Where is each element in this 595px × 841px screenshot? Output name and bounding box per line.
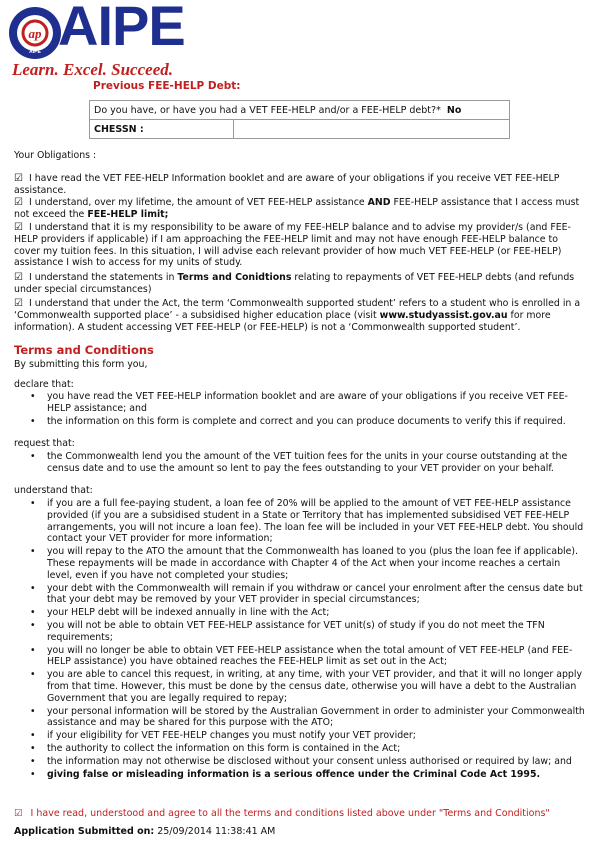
list-item: • you will not be able to obtain VET FEE-HELP assistance for VET unit(s) of study if you do not meet the TFN requirements; — [30, 620, 586, 644]
list-item: • you have read the VET FEE-HELP information booklet and are aware of your obligations if you receive VET FEE-HELP assistance; and — [30, 391, 586, 415]
previous-debt-title: Previous FEE-HELP Debt: — [93, 80, 241, 92]
chessn-label-cell — [90, 120, 234, 139]
checkbox-checked-icon: ☑ — [14, 808, 23, 819]
declare-list — [30, 391, 586, 428]
terms-heading: Terms and Conditions — [14, 343, 154, 357]
debt-answer: No — [446, 104, 462, 116]
list-item: • you are able to cancel this request, in writing, at any time, with your VET provider, and that it will no longer apply from that time. However, this must be done by the census date, otherwise you will have a debt to the Australian Government that you are legally required to repay; — [30, 669, 586, 704]
debt-question-cell — [90, 101, 510, 120]
request-label: request that: — [14, 438, 75, 449]
previous-debt-table — [89, 100, 510, 139]
aipe-logo — [8, 0, 198, 79]
checkbox-checked-icon: ☑ — [14, 272, 23, 283]
chessn-label: CHESSN : — [94, 123, 144, 135]
checkbox-checked-icon: ☑ — [14, 222, 23, 233]
obligations-heading: Your Obligations : — [14, 150, 97, 161]
obligation-item: ☑ I have read the VET FEE-HELP Information booklet and are aware of your obligations if you receive VET FEE-HELP assistance. — [14, 173, 560, 196]
obligation-item: ☑ I understand, over my lifetime, the amount of VET FEE-HELP assistance AND FEE-HELP assistance that I access must not exceed the FEE-HELP limit; — [14, 197, 580, 220]
obligation-item: ☑ I understand that it is my responsibility to be aware of my FEE-HELP balance and to advise my provider/s (and FEE-HELP providers if applicable) if I am approaching the FEE-HELP limit and may not have enough FEE-HELP balance to cover my tuition fees. In this situation, I will advise each relevant provider of how much VET FEE-HELP (or FEE-HELP) assistance I wish to access for my units of study. — [14, 222, 571, 269]
list-item: • if your eligibility for VET FEE-HELP changes you must notify your VET provider; — [30, 730, 586, 742]
list-item: • you will no longer be able to obtain VET FEE-HELP assistance when the total amount of VET FEE-HELP (and FEE-HELP assistance) you have obtained reaches the FEE-HELP limit as set out in the Act; — [30, 645, 586, 669]
declare-label: declare that: — [14, 379, 74, 390]
list-item: • your debt with the Commonwealth will remain if you withdraw or cancel your enrolment after the census date but that your debt may be removed by your VET provider in special circumstances; — [30, 583, 586, 607]
understand-label: understand that: — [14, 485, 93, 496]
list-item: • the authority to collect the information on this form is contained in the Act; — [30, 743, 586, 755]
obligation-item: ☑ I understand the statements in Terms and Conidtions relating to repayments of VET FEE-HELP debts (and refunds under special circumstances) — [14, 272, 575, 295]
checkbox-checked-icon: ☑ — [14, 173, 23, 184]
svg-text:AIPE: AIPE — [29, 49, 41, 55]
list-item: • the information may not otherwise be disclosed without your consent unless authorised or required by law; and — [30, 756, 586, 768]
svg-text:ap: ap — [28, 26, 42, 41]
request-list — [30, 451, 586, 476]
chessn-value — [234, 120, 510, 139]
obligation-item: ☑ I understand that under the Act, the term ‘Commonwealth supported student’ refers to a student who is enrolled in a ‘Commonwealth supported place’ - a subsidised higher education place (visit www.studyassist.gov.au for more information). A student accessing VET FEE-HELP (or FEE-HELP) is not a ‘Commonwealth supported student’. — [14, 298, 581, 333]
list-item: • your personal information will be stored by the Australian Government in order to administer your Commonwealth assistance and may be shared for this purpose with the ATO; — [30, 706, 586, 730]
aipe-seal-icon — [8, 6, 62, 60]
submission-label: Application Submitted on: — [14, 826, 155, 837]
terms-intro: By submitting this form you, — [14, 359, 148, 370]
checkbox-checked-icon: ☑ — [14, 298, 23, 309]
list-item: • giving false or misleading information is a serious offence under the Criminal Code Act 1995. — [30, 769, 586, 781]
brand-name: AIPE — [58, 0, 185, 57]
submission-date: 25/09/2014 11:38:41 AM — [157, 826, 276, 837]
submission-info — [14, 826, 275, 837]
list-item: • if you are a full fee-paying student, a loan fee of 20% will be applied to the amount of VET FEE-HELP assistance provided (if you are a subsidised student in a State or Territory that has implemented subsidised VET FEE-HELP arrangements, you will not incure a loan fee). The loan fee will be included in your VET FEE-HELP debt. You should contact your VET provider for more information; — [30, 498, 586, 545]
list-item: • you will repay to the ATO the amount that the Commonwealth has loaned to you (plus the loan fee if applicable). These repayments will be made in accordance with Chapter 4 of the Act when your income reaches a certain level, even if you have not completed your studies; — [30, 546, 586, 581]
understand-list — [30, 498, 586, 781]
brand-tagline: Learn. Excel. Succeed. — [12, 60, 173, 79]
debt-question: Do you have, or have you had a VET FEE-HELP and/or a FEE-HELP debt?* — [94, 104, 441, 116]
list-item: • the information on this form is complete and correct and you can produce documents to verify this if required. — [30, 416, 586, 428]
checkbox-checked-icon: ☑ — [14, 197, 23, 208]
list-item: • your HELP debt will be indexed annually in line with the Act; — [30, 607, 586, 619]
agreement-text: I have read, understood and agree to all the terms and conditions listed above under "Terms and Conditions" — [30, 808, 550, 819]
list-item: • the Commonwealth lend you the amount of the VET tuition fees for the units in your course outstanding at the census date and to use the amount so lent to pay the fees outstanding to your VET provider on your behalf. — [30, 451, 586, 475]
agreement-checkbox[interactable] — [14, 808, 550, 819]
